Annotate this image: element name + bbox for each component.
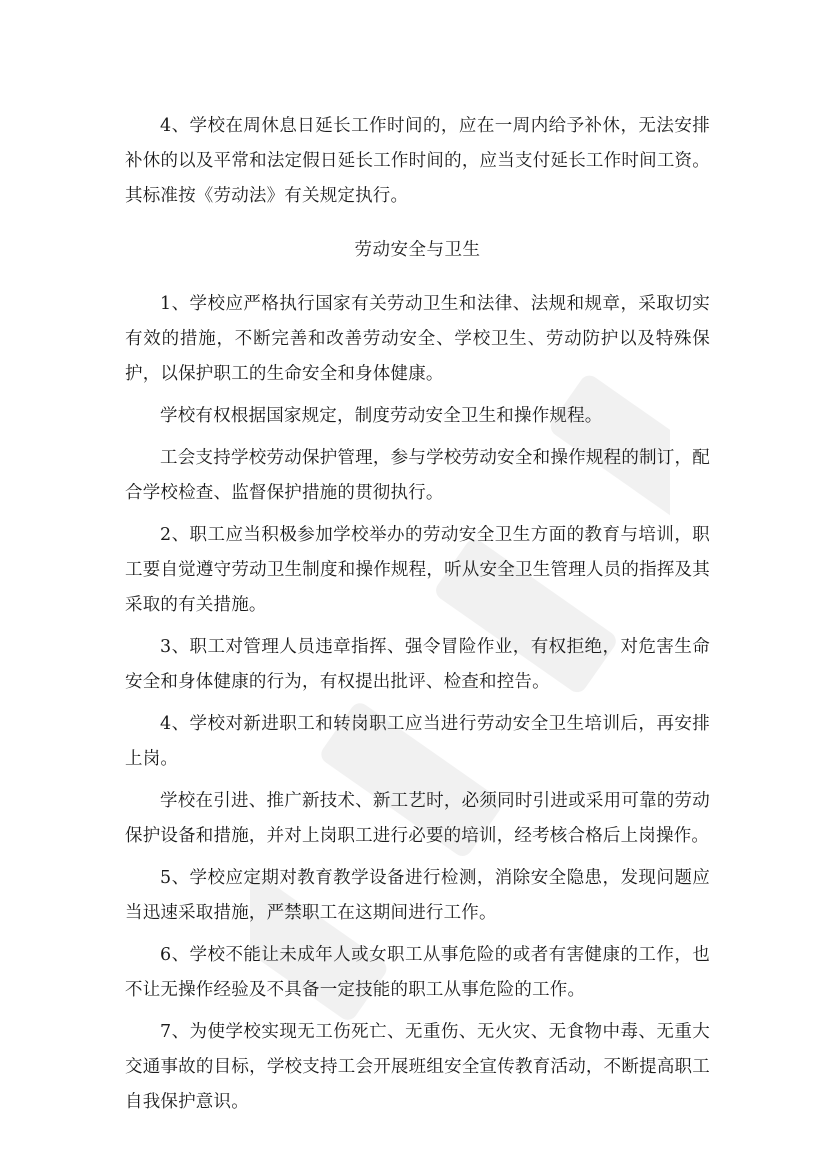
paragraph-union-support: 工会支持学校劳动保护管理，参与学校劳动安全和操作规程的制订，配合学校检查、监督保护措施的贯彻执行。	[125, 448, 710, 503]
paragraph-safety-2: 2、职工应当积极参加学校举办的劳动安全卫生方面的教育与培训，职工要自觉遵守劳动卫生制度和操作规程，听从安全卫生管理人员的指挥及其采取的有关措施。	[125, 525, 710, 615]
paragraph-safety-1: 1、学校应严格执行国家有关劳动卫生和法律、法规和规章，采取切实有效的措施，不断完善和改善劳动安全、学校卫生、劳动防护以及特殊保护，以保护职工的生命安全和身体健康。	[125, 294, 710, 384]
paragraph-safety-6: 6、学校不能让未成年人或女职工从事危险的或者有害健康的工作，也不让无操作经验及不具备一定技能的职工从事危险的工作。	[125, 945, 710, 1000]
paragraph-overtime-compensation: 4、学校在周休息日延长工作时间的，应在一周内给予补休，无法安排补休的以及平常和法定假日延长工作时间的，应当支付延长工作时间工资。其标准按《劳动法》有关规定执行。	[125, 116, 710, 206]
paragraph-safety-3: 3、职工对管理人员违章指挥、强令冒险作业，有权拒绝，对危害生命安全和身体健康的行为，有权提出批评、检查和控告。	[125, 637, 710, 692]
paragraph-new-technology: 学校在引进、推广新技术、新工艺时，必须同时引进或采用可靠的劳动保护设备和措施，并对上岗职工进行必要的培训，经考核合格后上岗操作。	[125, 791, 710, 846]
paragraph-safety-7: 7、为使学校实现无工伤死亡、无重伤、无火灾、无食物中毒、无重大交通事故的目标，学校支持工会开展班组安全宣传教育活动，不断提高职工自我保护意识。	[125, 1022, 710, 1112]
section-title: 劳动安全与卫生	[354, 240, 481, 260]
document-body	[125, 109, 710, 1120]
paragraph-safety-5: 5、学校应定期对教育教学设备进行检测，消除安全隐患，发现问题应当迅速采取措施，严禁职工在这期间进行工作。	[125, 868, 710, 923]
paragraph-safety-4: 4、学校对新进职工和转岗职工应当进行劳动安全卫生培训后，再安排上岗。	[125, 714, 710, 769]
paragraph-safety-rules: 学校有权根据国家规定，制度劳动安全卫生和操作规程。	[160, 406, 603, 426]
